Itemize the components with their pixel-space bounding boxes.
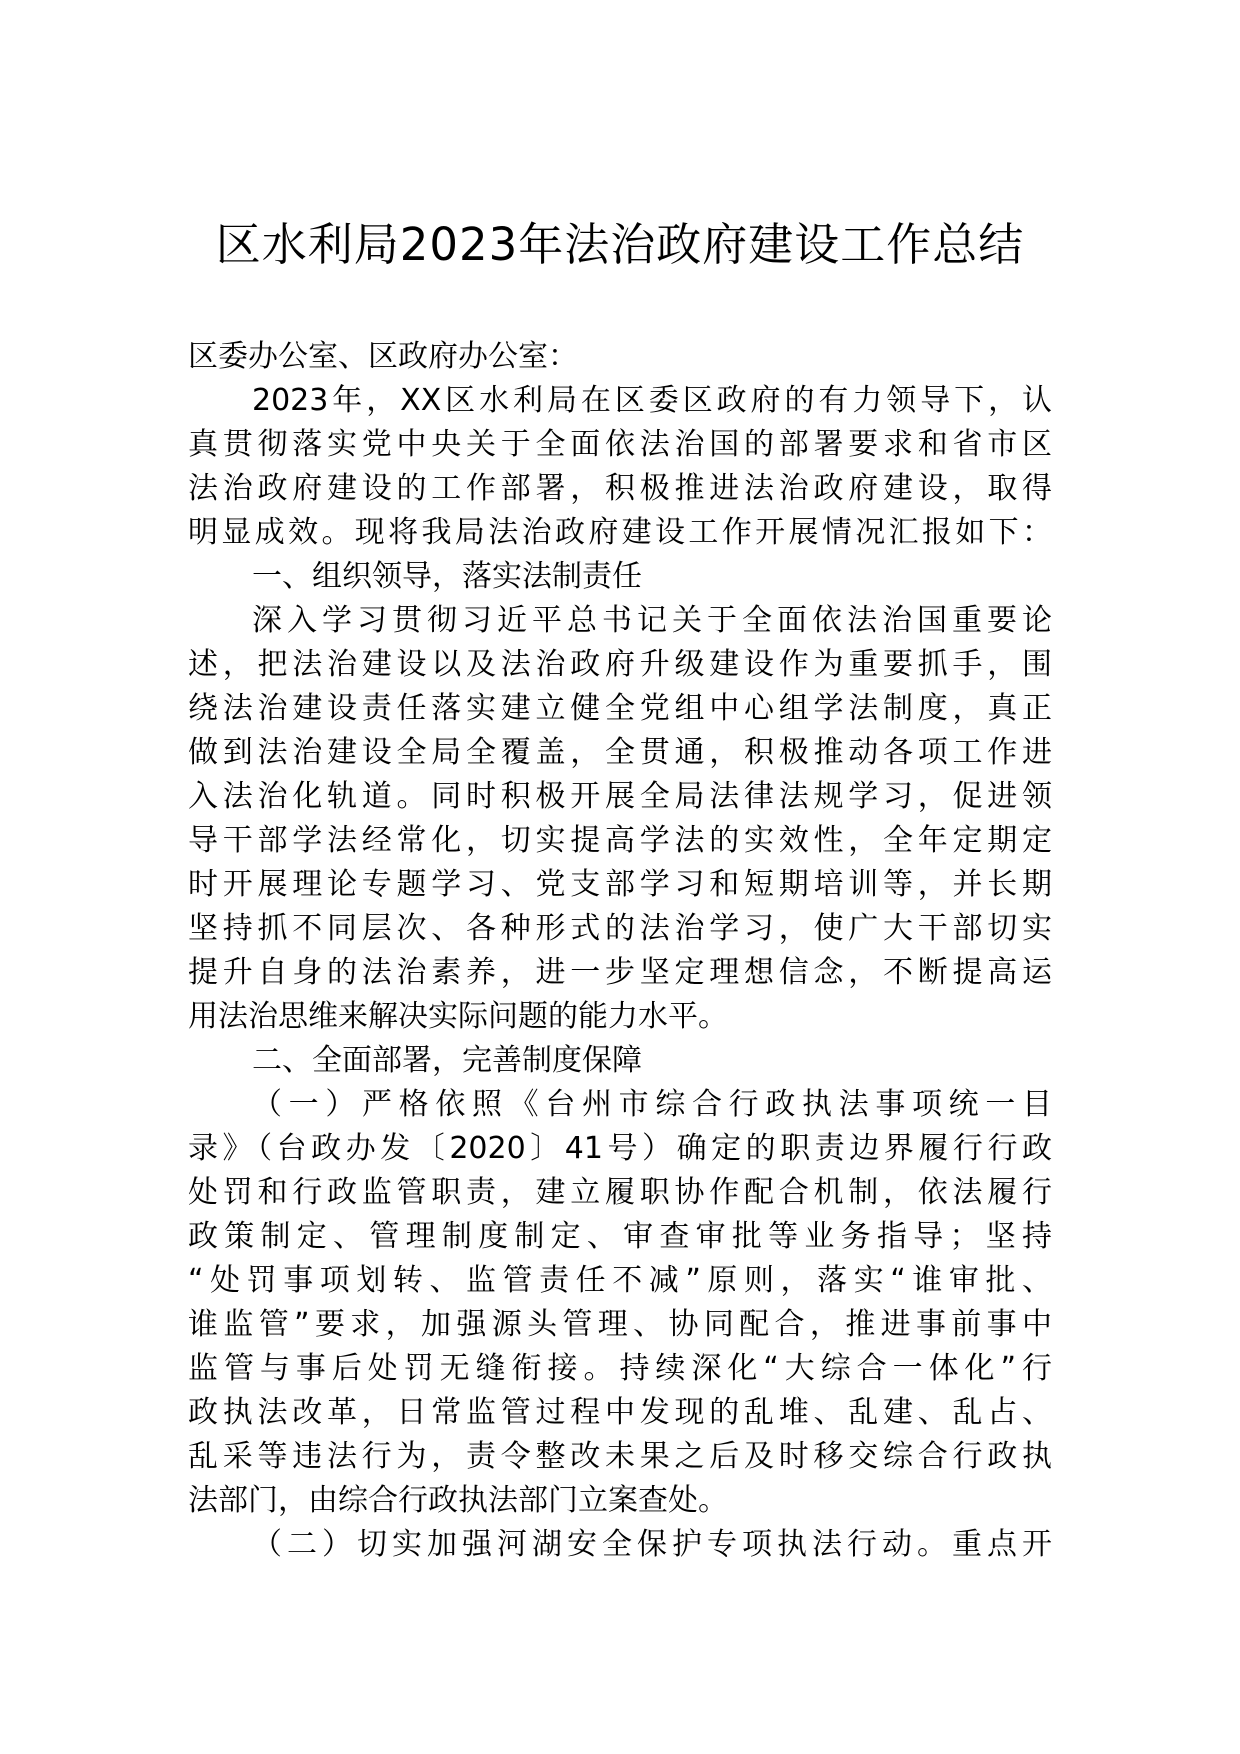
document-title: 区水利局2023年法治政府建设工作总结: [215, 218, 1025, 271]
paragraph-line: 坚持抓不同层次、各种形式的法治学习，使广大干部切实: [188, 911, 1052, 946]
paragraph-line: 提升自身的法治素养，进一步坚定理想信念，不断提高运: [188, 955, 1052, 990]
paragraph-line: 时开展理论专题学习、党支部学习和短期培训等，并长期: [188, 867, 1052, 902]
paragraph-line: 真贯彻落实党中央关于全面依法治国的部署要求和省市区: [188, 427, 1052, 462]
section-heading: 一、组织领导，落实法制责任: [252, 559, 642, 594]
paragraph-line: “处罚事项划转、监管责任不减”原则，落实“谁审批、: [188, 1263, 1052, 1298]
paragraph-line: 监管与事后处罚无缝衔接。持续深化“大综合一体化”行: [188, 1351, 1052, 1386]
paragraph-line: 处罚和行政监管职责，建立履职协作配合机制，依法履行: [188, 1175, 1052, 1210]
paragraph-line: 政执法改革，日常监管过程中发现的乱堆、乱建、乱占、: [188, 1395, 1052, 1430]
section-heading: 二、全面部署，完善制度保障: [252, 1043, 642, 1078]
paragraph-line: 明显成效。现将我局法治政府建设工作开展情况汇报如下：: [188, 515, 1052, 550]
paragraph-line: 乱采等违法行为，责令整改未果之后及时移交综合行政执: [188, 1439, 1052, 1474]
paragraph-line: 法治政府建设的工作部署，积极推进法治政府建设，取得: [188, 471, 1052, 506]
paragraph-line: 深入学习贯彻习近平总书记关于全面依法治国重要论: [252, 603, 1052, 638]
paragraph-line: 法部门，由综合行政执法部门立案查处。: [188, 1483, 728, 1518]
paragraph-line: 绕法治建设责任落实建立健全党组中心组学法制度，真正: [188, 691, 1052, 726]
paragraph-line: 谁监管”要求，加强源头管理、协同配合，推进事前事中: [188, 1307, 1052, 1342]
addressee: 区委办公室、区政府办公室：: [188, 339, 578, 374]
paragraph-line: 做到法治建设全局全覆盖，全贯通，积极推动各项工作进: [188, 735, 1052, 770]
paragraph-line: 入法治化轨道。同时积极开展全局法律法规学习，促进领: [188, 779, 1052, 814]
paragraph-line: 导干部学法经常化，切实提高学法的实效性，全年定期定: [188, 823, 1052, 858]
paragraph-line: 政策制定、管理制度制定、审查审批等业务指导；坚持: [188, 1219, 1052, 1254]
paragraph-line: 2023年，XX区水利局在区委区政府的有力领导下，认: [252, 383, 1052, 418]
paragraph-line: 录》（台政办发〔2020〕41号）确定的职责边界履行行政: [188, 1131, 1052, 1166]
paragraph-line: 述，把法治建设以及法治政府升级建设作为重要抓手，围: [188, 647, 1052, 682]
paragraph-line: （一）严格依照《台州市综合行政执法事项统一目: [252, 1087, 1052, 1122]
paragraph-line: 用法治思维来解决实际问题的能力水平。: [188, 999, 728, 1034]
paragraph-line: （二）切实加强河湖安全保护专项执法行动。重点开: [252, 1527, 1052, 1562]
